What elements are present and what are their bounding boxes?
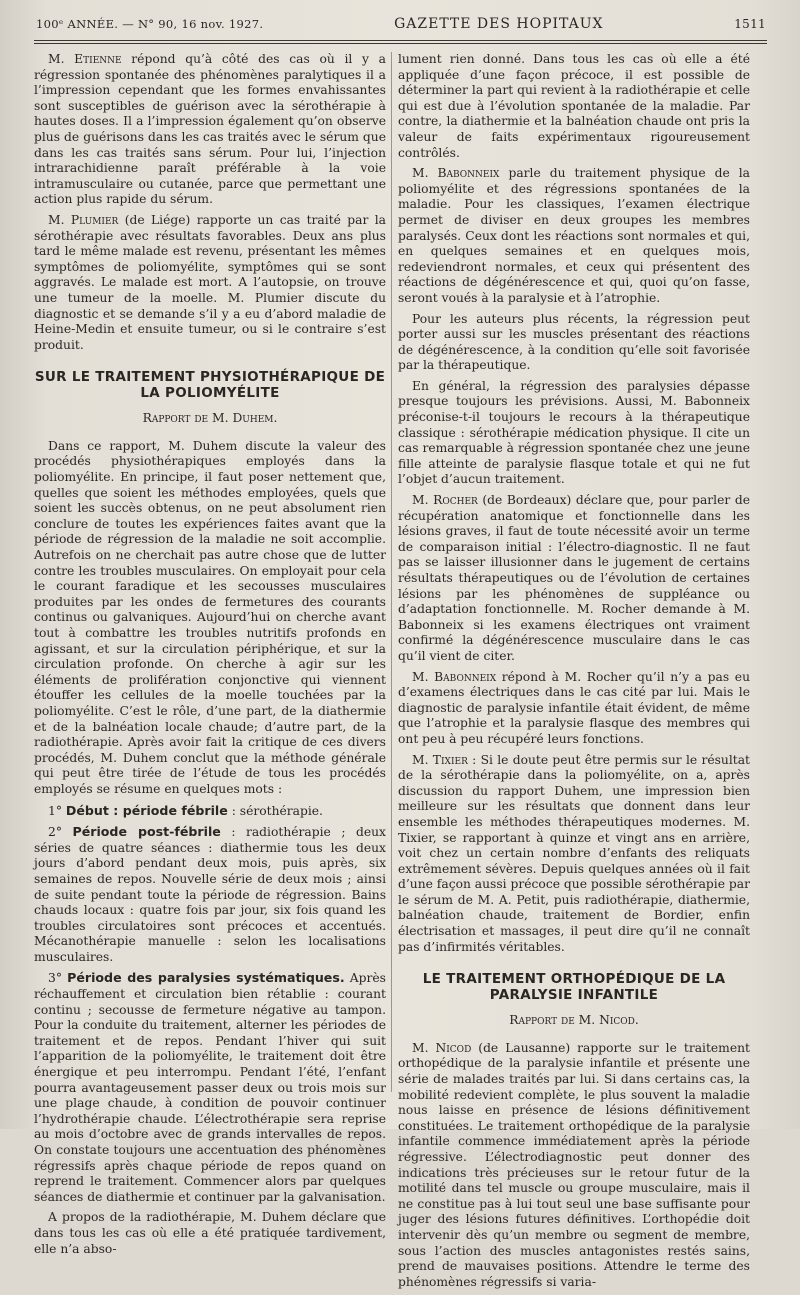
header-rule <box>34 40 767 44</box>
phase-number: 1° <box>48 803 66 818</box>
left-column <box>34 52 386 1262</box>
paragraph-babonneix <box>398 166 750 306</box>
speaker-name: M. Tixier <box>412 752 468 767</box>
paragraph-etienne <box>34 52 386 208</box>
paragraph-radiotherapy: A propos de la radiothérapie, M. Duhem déclare que dans tous les cas où elle a été pratiquée tardivement, elle n’a abso- <box>34 1210 386 1256</box>
paragraph-general: En général, la régression des paralysies dépasse presque toujours les prévisions. Aussi, M. Babonneix préconise-t-il toujours le recours à la thérapeutique classique : sérothérapie médication physique. Il cite un cas remarquable à régression spontanée chez une jeune fille atteinte de paralysie flasque totale et qui ne fut l’objet d’aucun traitement. <box>398 378 750 487</box>
section-byline: Rapport de M. Nicod. <box>509 1013 639 1028</box>
paragraph-nicod <box>398 1041 750 1291</box>
journal-title: GAZETTE DES HOPITAUX <box>394 16 604 32</box>
section-byline: Rapport de M. Duhem. <box>142 411 278 426</box>
paragraph-rocher <box>398 493 750 665</box>
paragraph-text: parle du traitement physique de la poliomyélite et des régressions spontanées de la maladie. Pour les classiques, l’examen électrique permet de diviser en deux groupes les membres paralysés. Ceux dont les réactions sont normales et qui, en quelques semaines et en quelques mois, redeviendront normales, et ceux qui présentent des réactions de dégénérescence et qui, quoi qu’on fasse, seront voués à la paralysie et à l’atrophie. <box>398 166 750 305</box>
paragraph-babonneix-reply <box>398 670 750 748</box>
phase-text: Après réchauffement et circulation bien rétablie : courant continu ; secousse de fermeture négative au tampon. Pour la conduite du traitement, alterner les périodes de traitement et de repos. Pendant l’hiver qui suit l’apparition de la poliomyélite, le traitement doit être énergique et peu interrompu. Pendant l’été, l’enfant pourra avantageusement passer deux ou trois mois sur une plage chaude, à condition de pouvoir continuer l’hydrothérapie chaude. L’électrothérapie sera reprise au mois d’octobre avec de grands intervalles de repos. On constate toujours une accentuation des phénomènes régressifs après chaque période de repos quand on reprend le traitement. Commencer alors par quelques séances de diathermie et continuer par la galvanisation. <box>34 971 386 1204</box>
paragraph-text: (de Bordeaux) déclare que, pour parler de récupération anatomique et fonctionnelle dans les lésions graves, il faut de toute nécessité avoir un terme de comparaison initial : l’électro-diagnostic. Il ne faut pas se laisser illusionner dans le jugement de certains résultats thérapeutiques ou de l’évolution de certaines lésions par les phénomènes de suppléance ou d’adaptation fonctionnelle. M. Rocher demande à M. Babonneix si les examens électriques ont vraiment confirmé la dégénérescence musculaire dans le cas qu’il vient de citer. <box>398 493 750 663</box>
paragraph-continued: lument rien donné. Dans tous les cas où elle a été appliquée d’une façon précoce, il est possible de déterminer la part qui revient à la radiothérapie et celle qui est due à l’évolution spontanée de la maladie. Par contre, la diathermie et la balnéation chaude ont pris la valeur de faits expérimentaux rigoureusement contrôlés. <box>398 52 750 160</box>
issue-info: 100ᵉ ANNÉE. — N° 90, 16 nov. 1927. <box>36 17 264 31</box>
paragraph-text: répond qu’à côté des cas où il y a régression spontanée des phénomènes paralytiques il a l’impression cependant que les formes envahissantes sont susceptibles de guérison avec la sérothérapie à hautes doses. Il a l’impression également qu’on observe plus de guérisons dans les cas traités avec le sérum que dans les cas traités sans sérum. Pour lui, l’injection intrarachidienne paraît préférable à la voie intramusculaire ou cutanée, parce que permettant une action plus rapide du sérum. <box>34 52 386 207</box>
phase-3 <box>34 970 386 1205</box>
speaker-name: M. Babonneix <box>412 166 500 181</box>
column-divider <box>391 52 392 1092</box>
right-column <box>398 52 750 1295</box>
phase-2 <box>34 824 386 965</box>
phase-text: : radiothérapie ; deux séries de quatre séances : diathermie tous les deux jours d’abord pendant deux mois, puis après, six semaines de repos. Nouvelle série de deux mois ; ainsi de suite pendant toute la période de régression. Bains chauds locaux : quatre fois par jour, six fois quand les troubles circulatoires sont précoces et accentués. Mécanothérapie manuelle : selon les localisations musculaires. <box>34 825 386 964</box>
paragraph-tixier <box>398 753 750 956</box>
running-header <box>36 16 766 38</box>
phase-label: Période post-fébrile <box>72 824 221 840</box>
speaker-name: M. Babonneix <box>412 669 497 684</box>
paragraph-text: (de Liége) rapporte un cas traité par la sérothérapie avec résultats favorables. Deux ans plus tard le même malade est revenu, présentant les mêmes symptômes de poliomyélite, symptômes qui se sont aggravés. Le malade est mort. A l’autopsie, on trouve une tumeur de la moelle. M. Plumier discute du diagnostic et se demande s’il y a eu d’abord maladie de Heine-Medin et ensuite tumeur, ou si le contraire s’est produit. <box>34 212 386 352</box>
paragraph-recent-authors: Pour les auteurs plus récents, la régression peut porter aussi sur les muscles présentant des réactions de dégénérescence, à la condition qu’elle soit favorisée par la thérapeutique. <box>398 311 750 373</box>
page-number: 1511 <box>734 17 766 31</box>
paragraph-text: : Si le doute peut être permis sur le résultat de la sérothérapie dans la poliomyélite, on a, après discussion du rapport Duhem, une impression bien meilleure sur les résultats que donnent dans leur ensemble les méthodes thérapeutiques modernes. M. Tixier, se rapportant à quinze et vingt ans en arrière, voit chez un certain nombre d’enfants des reliquats extrêmement sévères. Depuis quelques années où il fait d’une façon aussi précoce que possible sérothérapie par le sérum de M. A. Petit, puis radiothérapie, diathermie, balnéation chaude, traitement de Bordier, enfin électrisation et massages, il peut dire qu’il ne connaît pas d’infirmités véritables. <box>398 752 750 954</box>
speaker-name: M. Etienne <box>48 52 122 66</box>
phase-1 <box>34 803 386 820</box>
paragraph-text: (de Lausanne) rapporte sur le traitement orthopédique de la paralysie infantile et présente une série de malades traités par lui. Si dans certains cas, la mobilité redevient complète, le plus souvent la maladie nous laisse en présence de lésions définitivement constituées. Le traitement orthopédique de la paralysie infantile commence immédiatement après la période régressive. L’électrodiagnostic peut donner des indications très précieuses sur le retour futur de la motilité dans tel muscle ou groupe musculaire, mais il ne constitue pas à lui tout seul une base suffisante pour juger des lésions futures définitives. L’orthopédie doit intervenir dès qu’un membre ou segment de membre, sous l’action des muscles antagonistes restés sains, prend de mauvaises positions. Attendre le terme des phénomènes régressifs si varia- <box>398 1040 750 1289</box>
phase-label: Période des paralysies systématiques. <box>67 970 345 986</box>
speaker-name: M. Nicod <box>412 1040 472 1055</box>
section-title-orthopedic: LE TRAITEMENT ORTHOPÉDIQUE DE LA PARALYSIE INFANTILE <box>422 971 726 1004</box>
speaker-name: M. Plumier <box>48 212 119 227</box>
section-title-physiotherapy: SUR LE TRAITEMENT PHYSIOTHÉRAPIQUE DE LA POLIOMYÉLITE <box>34 369 386 402</box>
phase-number: 2° <box>48 825 73 840</box>
phase-text: : sérothérapie. <box>227 803 323 818</box>
paragraph-text: répond à M. Rocher qu’il n’y a pas eu d’examens électriques dans le cas cité par lui. Mais le diagnostic de paralysie infantile était évident, de même que l’atrophie et la paralysie flasque des membres qui ont peu à peu récupéré leurs fonctions. <box>398 669 750 746</box>
speaker-name: M. Rocher <box>412 493 478 508</box>
phase-label: Début : période fébrile <box>65 802 228 818</box>
phase-number: 3° <box>48 971 68 986</box>
paragraph-plumier <box>34 213 386 353</box>
paragraph-duhem-report: Dans ce rapport, M. Duhem discute la valeur des procédés physiothérapiques employés dans la poliomyélite. En principe, il faut poser nettement que, quelles que soient les méthodes employées, quels que soient les succès obtenus, on ne peut absolument rien conclure de toutes les expériences faites avant que la période de régression de la maladie ne soit accomplie. Autrefois on ne cherchait pas autre chose que de lutter contre les troubles musculaires. On employait pour cela le courant faradique et les secousses musculaires produites par les ondes de fermetures des courants continus ou galvaniques. Aujourd’hui on cherche avant tout à combattre les troubles nutritifs profonds en agissant, et sur la circulation périphérique, et sur la circulation profonde. On cherche à agir sur les éléments de prolifération conjonctive qui viennent étouffer les cellules de la moelle touchées par la poliomyélite. C’est le rôle, d’une part, de la diathermie et de la balnéation locale chaude; d’autre part, de la radiothérapie. Après avoir fait la critique de ces divers procédés, M. Duhem conclut que la méthode générale qui peut être tirée de l’étude de tous les procédés employés se résume en quelques mots : <box>34 438 386 796</box>
